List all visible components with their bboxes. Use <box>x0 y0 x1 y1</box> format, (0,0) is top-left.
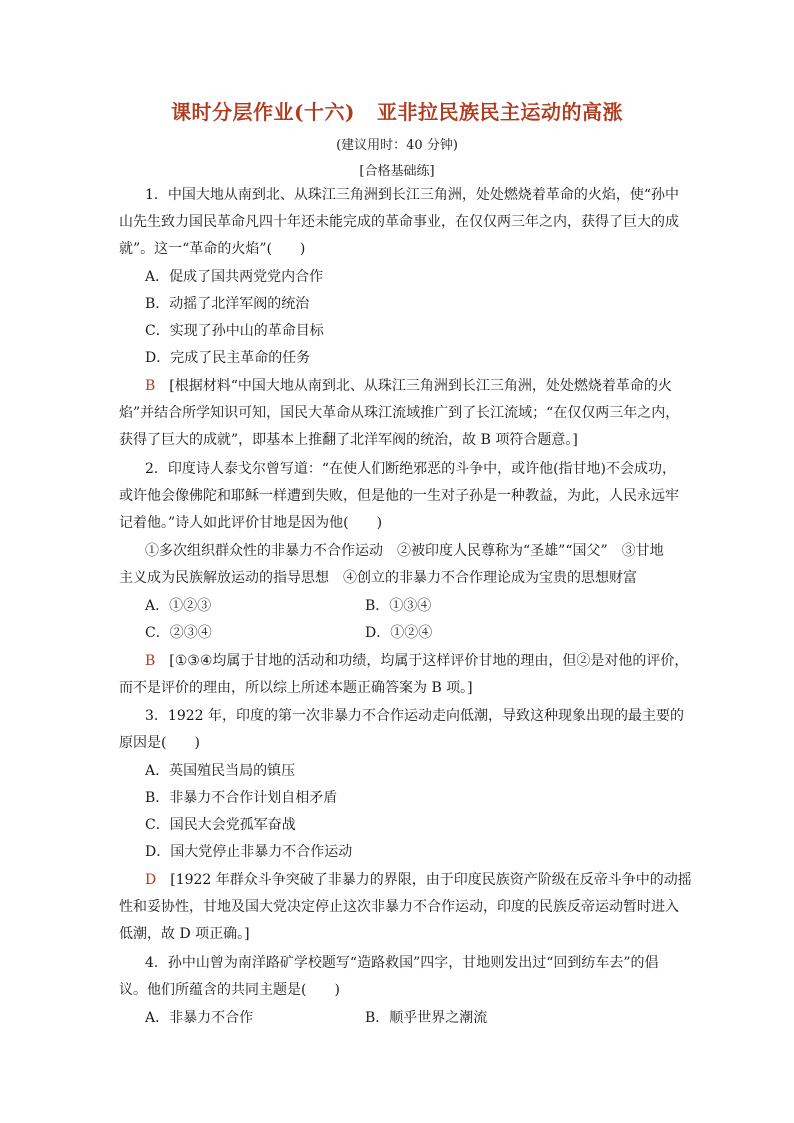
q1-explanation-2: 焰”并结合所学知识可知，国民大革命从珠江流域推广到了长江流域；“在仅仅两三年之内， <box>119 405 680 421</box>
q4-option-b: B．顺乎世界之潮流 <box>365 1010 488 1026</box>
q1-stem-line-2: 山先生致力国民革命凡四十年还未能完成的革命事业，在仅仅两三年之内，获得了巨大的成 <box>119 214 679 230</box>
q1-option-a: A．促成了国共两党党内合作 <box>145 269 324 285</box>
q2-option-c: C．②③④ <box>145 625 212 641</box>
q3-stem-line-2: 原因是( ) <box>119 735 200 751</box>
q1-answer: B <box>145 378 156 394</box>
section-heading: [合格基础练] <box>359 164 435 179</box>
q2-statements-line-1: ①多次组织群众性的非暴力不合作运动 ②被印度人民尊称为“圣雄”“国父” ③甘地 <box>145 543 664 559</box>
q2-answer-line-1 <box>145 652 705 670</box>
q3-option-a: A．英国殖民当局的镇压 <box>145 763 296 779</box>
q1-stem-line-1: 1．中国大地从南到北、从珠江三角洲到长江三角洲，处处燃烧着革命的火焰，使“孙中 <box>145 187 680 203</box>
q2-explanation-1: [①③④均属于甘地的活动和功绩，均属于这样评价甘地的理由，但②是对他的评价， <box>169 653 689 669</box>
q1-option-d: D．完成了民主革命的任务 <box>145 350 311 366</box>
q1-stem-line-3: 就”。这一“革命的火焰”( ) <box>119 241 306 257</box>
q3-answer-line-1 <box>145 871 705 889</box>
q2-stem-line-3: 记着他。”诗人如此评价甘地是因为他( ) <box>119 515 383 531</box>
q3-option-d: D．国大党停止非暴力不合作运动 <box>145 844 353 860</box>
q3-explanation-2: 性和妥协性，甘地及国大党决定停止这次非暴力不合作运动，印度的民族反帝运动暂时进入 <box>119 899 679 915</box>
page-title <box>0 96 794 125</box>
q1-answer-line-1 <box>145 377 705 395</box>
q3-option-b: B．非暴力不合作计划自相矛盾 <box>145 790 338 806</box>
q1-option-b: B．动摇了北洋军阀的统治 <box>145 296 310 312</box>
title-main: 课时分层作业(十六) <box>171 100 355 124</box>
q4-stem-line-2: 议。他们所蕴含的共同主题是( ) <box>119 982 340 998</box>
q3-answer: D <box>145 872 157 888</box>
q2-option-d: D．①②④ <box>365 625 433 641</box>
q4-option-a: A．非暴力不合作 <box>145 1010 254 1026</box>
q3-stem-line-1: 3．1922 年，印度的第一次非暴力不合作运动走向低潮，导致这种现象出现的最主要的 <box>145 708 684 724</box>
q1-explanation-3: 获得了巨大的成就”，即基本上推翻了北洋军阀的统治，故 B 项符合题意。] <box>119 432 578 448</box>
q2-stem-line-2: 或许他会像佛陀和耶稣一样遭到失败，但是他的一生对子孙是一种教益，为此，人民永远牢 <box>119 488 679 504</box>
q3-explanation-1: [1922 年群众斗争突破了非暴力的界限，由于印度民族资产阶级在反帝斗争中的动摇 <box>170 872 692 888</box>
q2-option-a: A．①②③ <box>145 598 212 614</box>
q3-option-c: C．国民大会党孤军奋战 <box>145 817 296 833</box>
q3-explanation-3: 低潮，故 D 项正确。] <box>119 926 250 942</box>
q1-explanation-1: [根据材料“中国大地从南到北、从珠江三角洲到长江三角洲，处处燃烧着革命的火 <box>169 378 672 394</box>
q2-stem-line-1: 2．印度诗人泰戈尔曾写道：“在使人们断绝邪恶的斗争中，或许他(指甘地)不会成功， <box>145 461 676 477</box>
q2-option-b: B．①③④ <box>365 598 432 614</box>
q4-stem-line-1: 4．孙中山曾为南洋路矿学校题写“造路救国”四字，甘地则发出过“回到纺车去”的倡 <box>145 955 659 971</box>
q2-statements-line-2: 主义成为民族解放运动的指导思想 ④创立的非暴力不合作理论成为宝贵的思想财富 <box>119 570 637 586</box>
q2-explanation-2: 而不是评价的理由，所以综上所述本题正确答案为 B 项。] <box>119 680 473 696</box>
title-topic: 亚非拉民族民主运动的高涨 <box>376 100 623 124</box>
q2-answer: B <box>145 653 156 669</box>
suggested-time: (建议用时：40 分钟) <box>336 138 458 153</box>
q1-option-c: C．实现了孙中山的革命目标 <box>145 323 324 339</box>
